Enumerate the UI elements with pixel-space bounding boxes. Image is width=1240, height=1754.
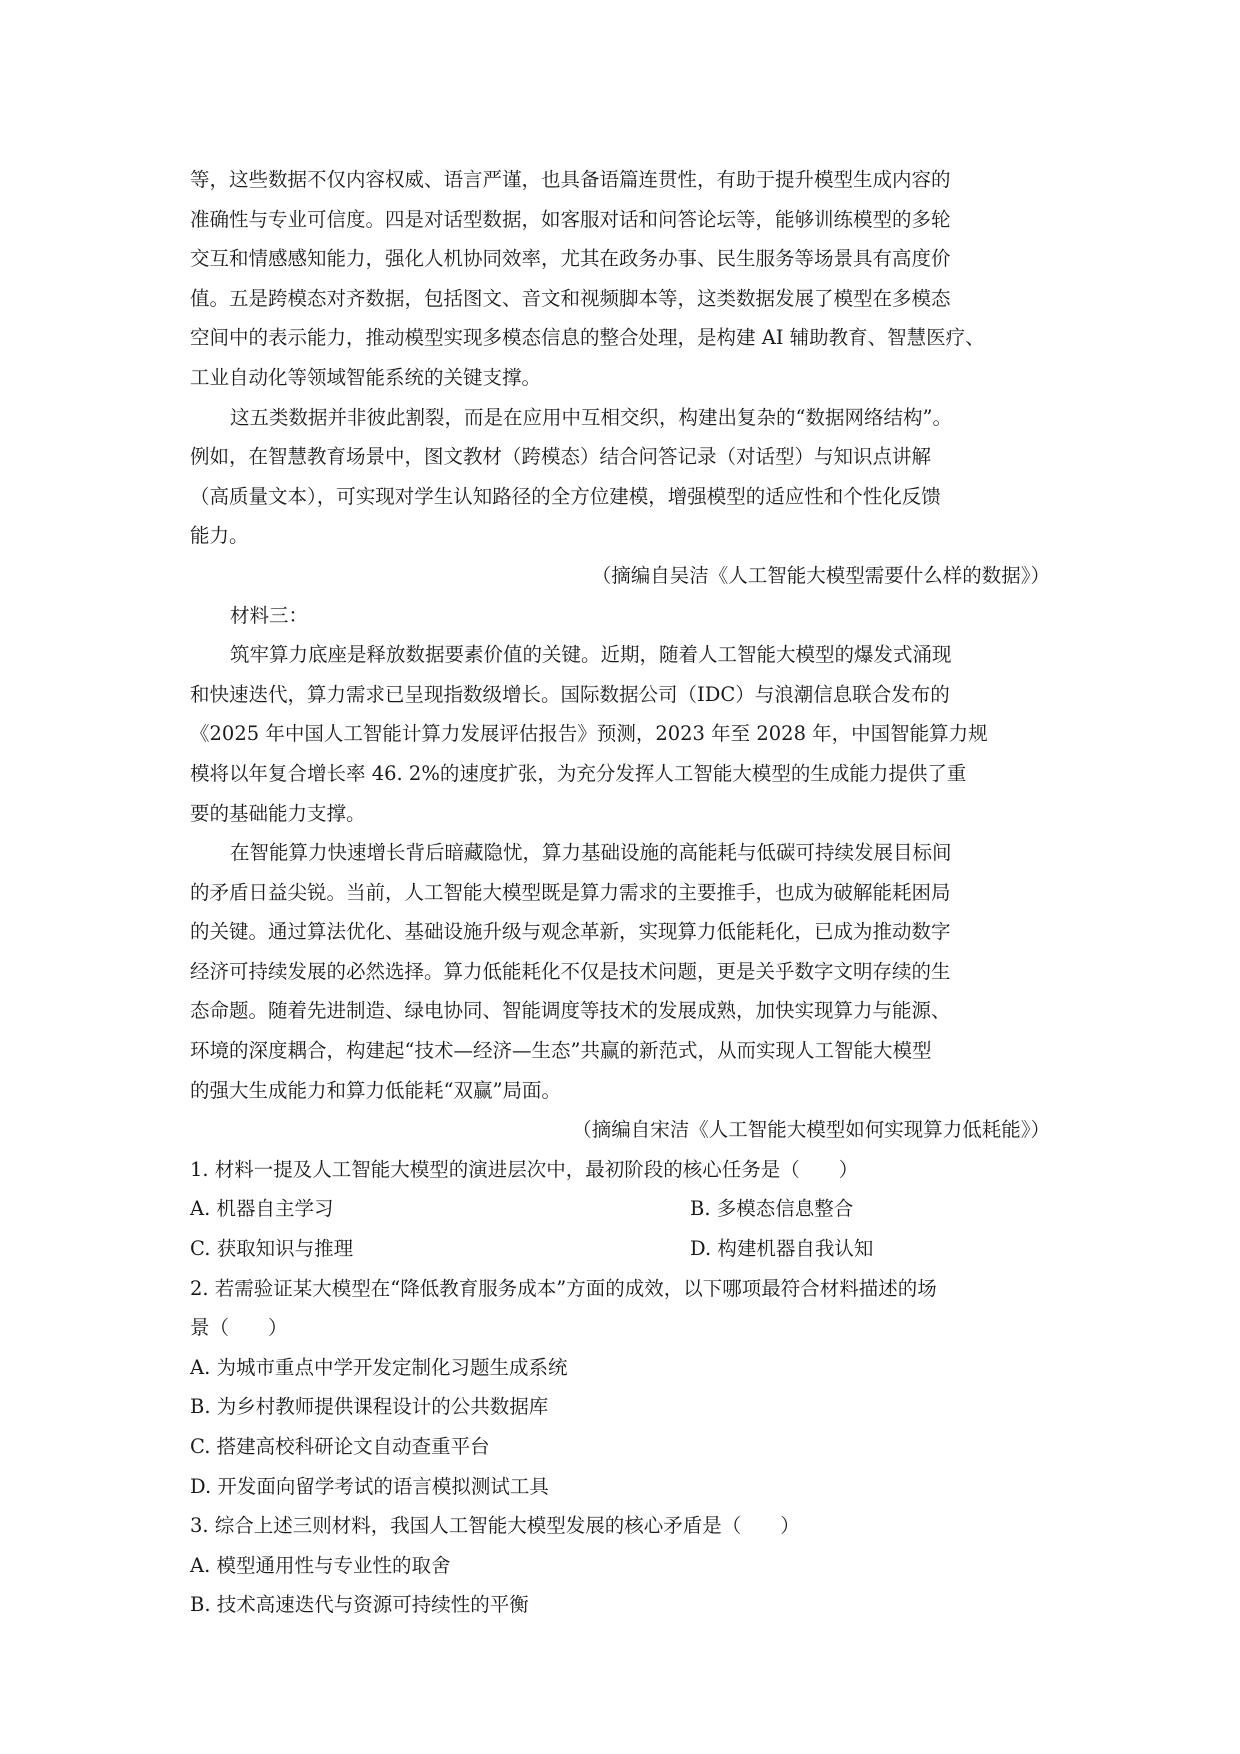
text-line: 模将以年复合增长率 46. 2%的速度扩张，为充分发挥人工智能大模型的生成能力提供了重 [190, 761, 967, 785]
text-line: （高质量文本），可实现对学生认知路径的全方位建模，增强模型的适应性和个性化反馈 [190, 484, 941, 508]
text-line: 这五类数据并非彼此割裂，而是在应用中互相交织，构建出复杂的“数据网络结构”。 [230, 405, 952, 429]
option-b: B. 多模态信息整合 [690, 1197, 854, 1221]
text-line: 等，这些数据不仅内容权威、语言严谨，也具备语篇连贯性，有助于提升模型生成内容的 [190, 168, 951, 191]
option-row [190, 1189, 1050, 1229]
material3-heading: 材料三： [230, 603, 309, 627]
text-line: 在智能算力快速增长背后暗藏隐忧，算力基础设施的高能耗与低碳可持续发展目标间 [230, 841, 952, 865]
text-line: 经济可持续发展的必然选择。算力低能耗化不仅是技术问题，更是关乎数字文明存续的生 [190, 959, 951, 983]
text-line: 的关键。通过算法优化、基础设施升级与观念革新，实现算力低能耗化，已成为推动数字 [190, 920, 951, 944]
text-line: 准确性与专业可信度。四是对话型数据，如客服对话和问答论坛等，能够训练模型的多轮 [190, 207, 951, 231]
text-line: 值。五是跨模态对齐数据，包括图文、音文和视频脚本等，这类数据发展了模型在多模态 [190, 286, 951, 310]
question-2 [190, 1269, 1050, 1507]
material2-source: （摘编自吴洁《人工智能大模型需要什么样的数据》） [591, 563, 1050, 587]
text-line: 例如，在智慧教育场景中，图文教材（跨模态）结合问答记录（对话型）与知识点讲解 [190, 445, 932, 469]
question-3 [190, 1506, 1050, 1625]
text-line: 态命题。随着先进制造、绿电协同、智能调度等技术的发展成熟，加快实现算力与能源、 [190, 999, 951, 1023]
question-stem: 1. 材料一提及人工智能大模型的演进层次中，最初阶段的核心任务是（ ） [190, 1157, 859, 1181]
option-d: D. 开发面向留学考试的语言模拟测试工具 [190, 1474, 549, 1498]
option-b: B. 技术高速迭代与资源可持续性的平衡 [190, 1593, 529, 1617]
option-c: C. 获取知识与推理 [190, 1237, 354, 1261]
text-line: 和快速迭代，算力需求已呈现指数级增长。国际数据公司（IDC）与浪潮信息联合发布的 [190, 682, 950, 706]
document-page [190, 160, 1050, 1625]
option-a: A. 模型通用性与专业性的取舍 [190, 1553, 451, 1577]
material2-paragraph-2 [190, 398, 1050, 556]
material3-source: （摘编自宋洁《人工智能大模型如何实现算力低耗能》） [572, 1118, 1050, 1142]
material3-paragraph-2 [190, 833, 1050, 1110]
text-line: 空间中的表示能力，推动模型实现多模态信息的整合处理，是构建 AI 辅助教育、智慧医疗、 [190, 326, 985, 350]
text-line: 《2025 年中国人工智能计算力发展评估报告》预测，2023 年至 2028 年，中国智能算力规 [190, 722, 988, 746]
text-line: 的强大生成能力和算力低能耗“双赢”局面。 [190, 1078, 561, 1102]
material3-paragraph-1 [190, 635, 1050, 833]
text-line: 环境的深度耦合，构建起“技术—经济—生态”共赢的新范式，从而实现人工智能大模型 [190, 1039, 932, 1063]
option-c: C. 搭建高校科研论文自动查重平台 [190, 1435, 490, 1458]
text-line: 的矛盾日益尖锐。当前，人工智能大模型既是算力需求的主要推手，也成为破解能耗困局 [190, 880, 951, 904]
question-stem: 2. 若需验证某大模型在“降低教育服务成本”方面的成效，以下哪项最符合材料描述的场 [190, 1276, 937, 1300]
text-line: 能力。 [190, 524, 249, 548]
option-a: A. 机器自主学习 [190, 1197, 334, 1221]
question-stem: 3. 综合上述三则材料，我国人工智能大模型发展的核心矛盾是（ ） [190, 1514, 800, 1538]
text-line: 要的基础能力支撑。 [190, 801, 366, 825]
option-d: D. 构建机器自我认知 [690, 1237, 874, 1261]
material2-paragraph-1 [190, 160, 1050, 398]
option-b: B. 为乡村教师提供课程设计的公共数据库 [190, 1395, 549, 1419]
question-1 [190, 1150, 1050, 1269]
text-line: 筑牢算力底座是释放数据要素价值的关键。近期，随着人工智能大模型的爆发式涌现 [230, 643, 952, 667]
option-row [190, 1229, 1050, 1269]
text-line: 交互和情感感知能力，强化人机协同效率，尤其在政务办事、民生服务等场景具有高度价 [190, 247, 951, 271]
option-a: A. 为城市重点中学开发定制化习题生成系统 [190, 1355, 568, 1379]
question-stem-continued: 景（ ） [190, 1316, 288, 1340]
text-line: 工业自动化等领域智能系统的关键支撑。 [190, 365, 542, 389]
